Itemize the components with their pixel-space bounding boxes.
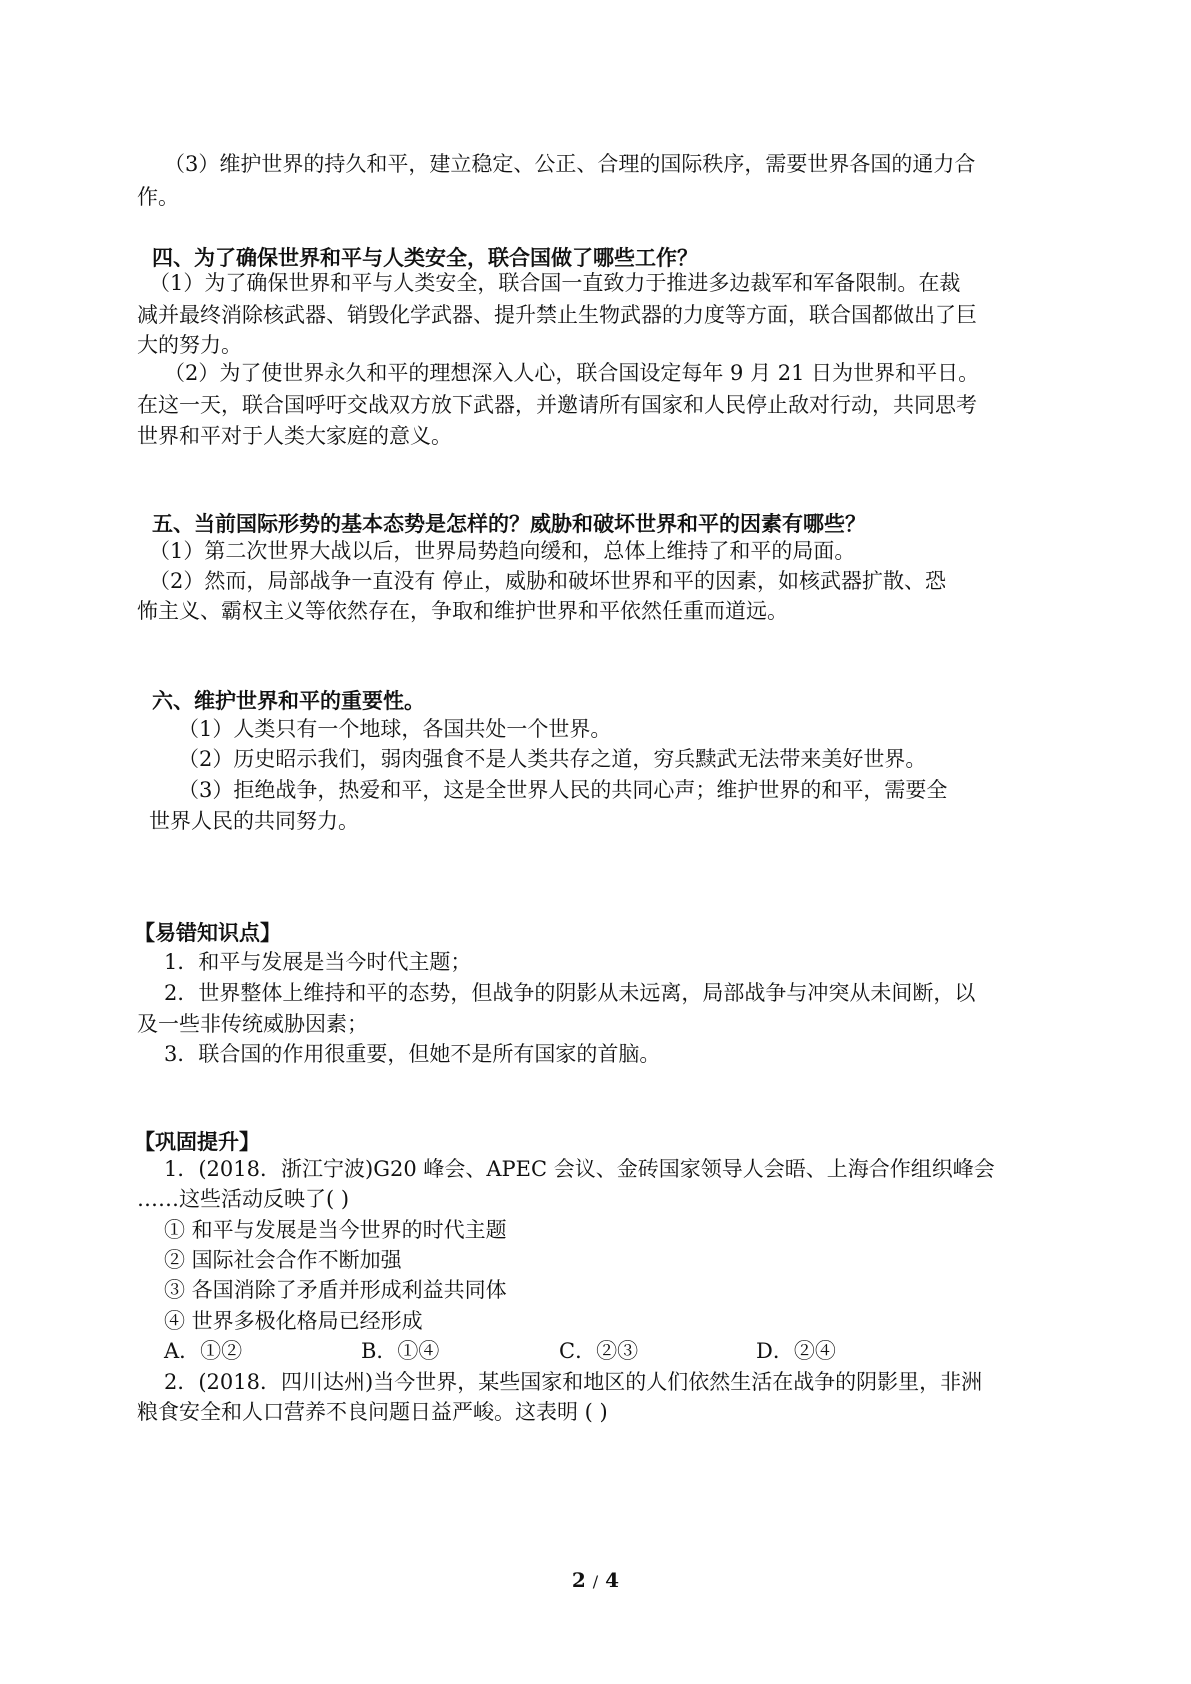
sec4-p2-line3: 世界和平对于人类大家庭的意义。	[137, 424, 452, 448]
sec4-p1-line2: 减并最终消除核武器、销毁化学武器、提升禁止生物武器的力度等方面，联合国都做出了巨	[137, 303, 977, 327]
practice-heading: 【巩固提升】	[134, 1130, 260, 1154]
sec3-p3-line1: （3）维护世界的持久和平，建立稳定、公正、合理的国际秩序，需要世界各国的通力合	[164, 152, 976, 176]
mistake-item-2-line1: 2．世界整体上维持和平的态势，但战争的阴影从未远离，局部战争与冲突从未间断，以	[164, 981, 976, 1005]
section4-heading: 四、为了确保世界和平与人类安全，联合国做了哪些工作？	[152, 246, 698, 270]
sec3-p3-line2: 作。	[137, 185, 179, 209]
q1-choice-d: D．②④	[756, 1339, 836, 1363]
section5-heading: 五、当前国际形势的基本态势是怎样的？威胁和破坏世界和平的因素有哪些？	[152, 512, 866, 536]
q1-choice-a: A．①②	[164, 1339, 243, 1363]
q1-choice-c: C．②③	[559, 1339, 639, 1363]
q1-choice-b: B．①④	[361, 1339, 440, 1363]
mistake-item-2-line2: 及一些非传统威胁因素；	[137, 1012, 368, 1036]
section6-heading: 六、维护世界和平的重要性。	[152, 689, 425, 713]
mistake-item-1: 1．和平与发展是当今时代主题；	[164, 950, 472, 974]
sec5-p2-line2: 怖主义、霸权主义等依然存在，争取和维护世界和平依然任重而道远。	[137, 599, 788, 623]
sec6-p3-line2: 世界人民的共同努力。	[149, 809, 359, 833]
q1-option-1: ① 和平与发展是当今世界的时代主题	[164, 1218, 507, 1242]
q1-option-3: ③ 各国消除了矛盾并形成利益共同体	[164, 1278, 507, 1302]
q2-line2: 粮食安全和人口营养不良问题日益严峻。这表明 ( )	[137, 1400, 608, 1424]
sec6-p2: （2）历史昭示我们，弱肉强食不是人类共存之道，穷兵黩武无法带来美好世界。	[178, 747, 927, 771]
sec6-p1: （1）人类只有一个地球，各国共处一个世界。	[178, 717, 612, 741]
sec4-p1-line1: （1）为了确保世界和平与人类安全，联合国一直致力于推进多边裁军和军备限制。在裁	[149, 271, 961, 295]
mistakes-heading: 【易错知识点】	[134, 921, 281, 945]
page-separator: /	[592, 1572, 599, 1591]
q2-line1: 2．(2018．四川达州)当今世界，某些国家和地区的人们依然生活在战争的阴影里，非洲	[164, 1370, 983, 1394]
q1-option-4: ④ 世界多极化格局已经形成	[164, 1309, 423, 1333]
sec4-p2-line2: 在这一天，联合国呼吁交战双方放下武器，并邀请所有国家和人民停止敌对行动，共同思考	[137, 393, 977, 417]
sec5-p2-line1: （2）然而，局部战争一直没有 停止，威胁和破坏世界和平的因素，如核武器扩散、恐	[149, 569, 947, 593]
sec4-p1-line3: 大的努力。	[137, 333, 242, 357]
sec4-p2-line1: （2）为了使世界永久和平的理想深入人心，联合国设定每年 9 月 21 日为世界和平日。	[164, 361, 980, 385]
page-number	[0, 1568, 1191, 1592]
q1-line1: 1．(2018．浙江宁波)G20 峰会、APEC 会议、金砖国家领导人会晤、上海合作组织峰会	[164, 1157, 995, 1181]
sec6-p3-line1: （3）拒绝战争，热爱和平，这是全世界人民的共同心声；维护世界的和平，需要全	[178, 778, 948, 802]
sec5-p1: （1）第二次世界大战以后，世界局势趋向缓和，总体上维持了和平的局面。	[149, 539, 856, 563]
q1-option-2: ② 国际社会合作不断加强	[164, 1248, 402, 1272]
page-total: 4	[605, 1568, 620, 1592]
mistake-item-3: 3．联合国的作用很重要，但她不是所有国家的首脑。	[164, 1042, 661, 1066]
page-current: 2	[571, 1568, 586, 1592]
q1-line2: ……这些活动反映了( )	[137, 1187, 350, 1211]
